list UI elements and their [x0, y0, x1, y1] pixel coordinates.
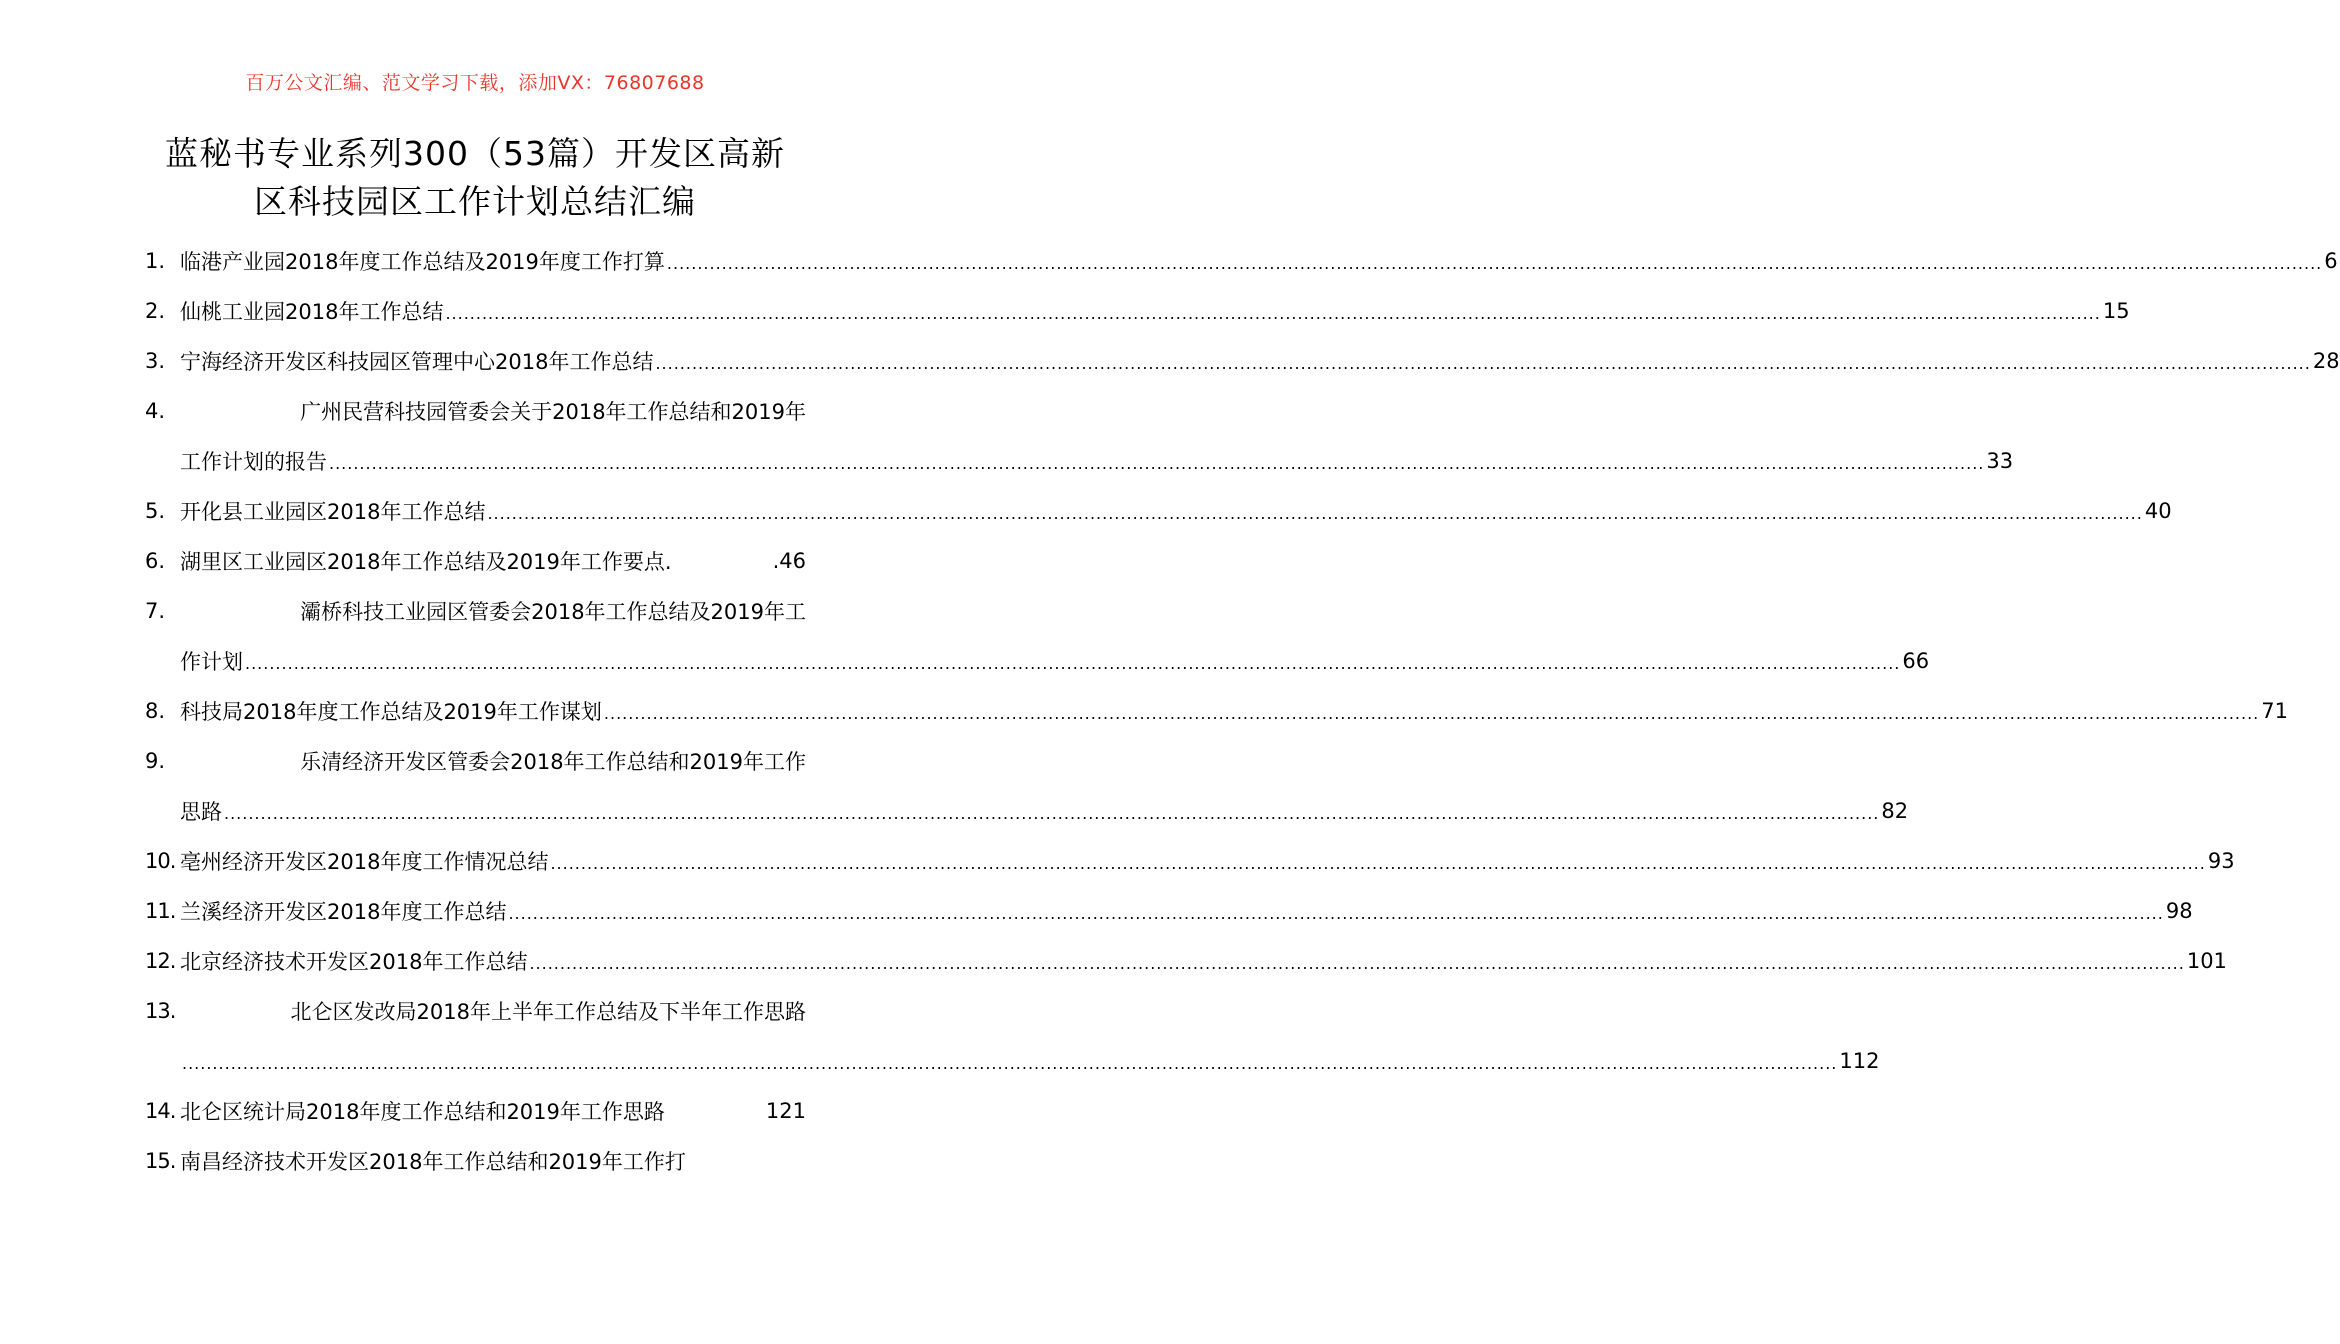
toc-number: 1. [145, 249, 166, 273]
toc-entry-15[interactable] [145, 1136, 806, 1186]
toc-entry-8[interactable] [145, 686, 2288, 736]
toc-title: 乐清经济开发区管委会2018年工作总结和2019年工作 [300, 750, 806, 774]
toc-page-number: 71 [2261, 699, 2288, 723]
toc-entry-7-continued[interactable] [180, 636, 1930, 686]
toc-entry-9-continued[interactable] [180, 786, 1909, 836]
toc-page-number: .46 [772, 549, 806, 573]
toc-leader [245, 654, 1900, 686]
title-line-2: 区科技园区工作计划总结汇编 [254, 182, 696, 221]
toc-leader [550, 854, 2205, 886]
toc-entry-1[interactable] [145, 236, 2338, 286]
toc-page-number: 93 [2207, 849, 2235, 873]
toc-entry-9[interactable] [145, 736, 806, 786]
toc-entry-6[interactable] [145, 536, 806, 586]
toc-leader [655, 354, 2310, 386]
toc-title: 湖里区工业园区2018年工作总结及2019年工作要点. [180, 550, 672, 574]
toc-number: 10. [145, 849, 176, 873]
toc-title-continued: 工作计划的报告 [180, 450, 327, 474]
toc-number: 2. [145, 299, 166, 323]
title-line-1: 蓝秘书专业系列300（53篇）开发区高新 [165, 134, 785, 173]
toc-title: 灞桥科技工业园区管委会2018年工作总结及2019年工 [300, 600, 806, 624]
toc-entry-13[interactable] [145, 986, 806, 1036]
toc-number: 9. [145, 749, 166, 773]
toc-title: 北仑区发改局2018年上半年工作总结及下半年工作思路 [290, 1000, 806, 1024]
toc-title: 临港产业园2018年度工作总结及2019年度工作打算 [180, 250, 665, 274]
toc-title: 宁海经济开发区科技园区管理中心2018年工作总结 [180, 350, 654, 374]
toc-leader [445, 304, 2100, 336]
promo-header: 百万公文汇编、范文学习下载，添加VX：76807688 [245, 72, 705, 94]
toc-leader [487, 504, 2142, 536]
toc-leader [329, 454, 1984, 486]
toc-page-number: 101 [2186, 949, 2227, 973]
toc-title: 南昌经济技术开发区2018年工作总结和2019年工作打 [180, 1150, 686, 1174]
toc-page-number: 15 [2102, 299, 2130, 323]
toc-entry-11[interactable] [145, 886, 2193, 936]
toc-leader [224, 804, 1879, 836]
toc-title: 北京经济技术开发区2018年工作总结 [180, 950, 528, 974]
toc-number: 5. [145, 499, 166, 523]
toc-entry-13-continued[interactable] [180, 1036, 1880, 1086]
toc-leader [508, 904, 2163, 936]
toc-number: 4. [145, 399, 166, 423]
toc-page-number: 28 [2312, 349, 2340, 373]
toc-number: 13. [145, 999, 176, 1023]
toc-entry-4-continued[interactable] [180, 436, 2014, 486]
toc-number: 11. [145, 899, 176, 923]
document-title [100, 130, 850, 226]
toc-title: 仙桃工业园2018年工作总结 [180, 300, 444, 324]
toc-title-continued: 作计划 [180, 650, 243, 674]
toc-entry-14[interactable] [145, 1086, 806, 1136]
toc-entry-10[interactable] [145, 836, 2235, 886]
toc-entry-5[interactable] [145, 486, 2172, 536]
toc-page-number: 40 [2144, 499, 2172, 523]
toc-entry-12[interactable] [145, 936, 2227, 986]
toc-entry-7[interactable] [145, 586, 806, 636]
toc-entry-3[interactable] [145, 336, 2340, 386]
toc-page-number: 33 [1986, 449, 2014, 473]
toc-leader [182, 1054, 1837, 1086]
toc-page-number: 82 [1881, 799, 1909, 823]
toc-title: 北仑区统计局2018年度工作总结和2019年工作思路 [180, 1100, 665, 1124]
toc-title: 亳州经济开发区2018年度工作情况总结 [180, 850, 549, 874]
toc-number: 14. [145, 1099, 176, 1123]
toc-number: 7. [145, 599, 166, 623]
toc-page-number: 112 [1839, 1049, 1880, 1073]
toc-title: 科技局2018年度工作总结及2019年工作谋划 [180, 700, 602, 724]
toc-title: 广州民营科技园管委会关于2018年工作总结和2019年 [300, 400, 806, 424]
toc-page-number: 121 [765, 1099, 806, 1123]
toc-title: 兰溪经济开发区2018年度工作总结 [180, 900, 507, 924]
toc-leader [529, 954, 2184, 986]
toc-number: 3. [145, 349, 166, 373]
toc-title: 开化县工业园区2018年工作总结 [180, 500, 486, 524]
toc-number: 12. [145, 949, 176, 973]
toc-number: 6. [145, 549, 166, 573]
toc-page-number: 66 [1902, 649, 1930, 673]
toc-number: 8. [145, 699, 166, 723]
toc-entry-2[interactable] [145, 286, 2130, 336]
toc-title-continued: 思路 [180, 800, 222, 824]
toc-page-number: 98 [2165, 899, 2193, 923]
toc-page-number: 6 [2324, 249, 2338, 273]
toc-number: 15. [145, 1149, 176, 1173]
toc-leader [667, 254, 2322, 286]
toc-entry-4[interactable] [145, 386, 806, 436]
toc-leader [604, 704, 2259, 736]
